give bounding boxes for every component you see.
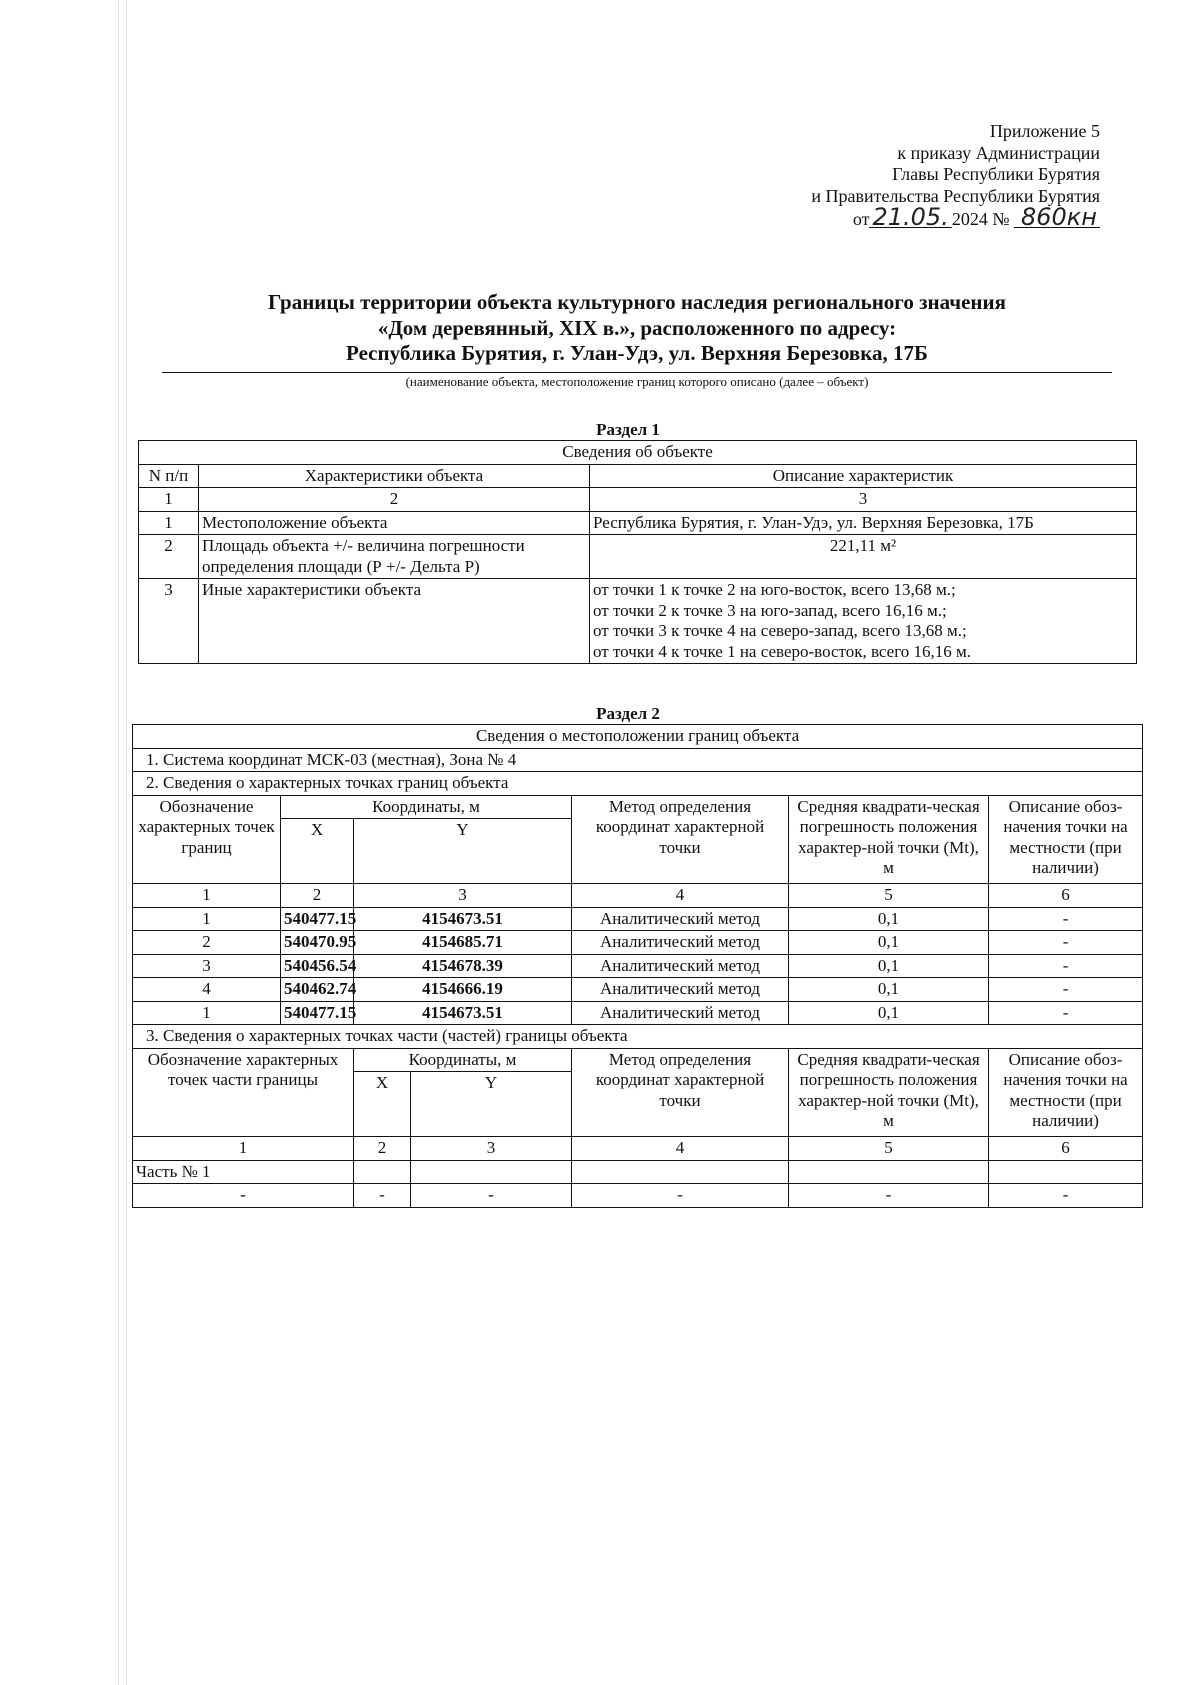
column-header: Средняя квадрати-ческая погрешность положения характер-ной точки (Mt), м	[789, 795, 989, 884]
column-header: Координаты, м	[354, 1048, 572, 1072]
point-mt: 0,1	[789, 978, 989, 1002]
point-mt: 0,1	[789, 954, 989, 978]
appendix-date-line	[640, 203, 1100, 231]
column-number: 3	[411, 1137, 572, 1161]
coord-system	[133, 748, 1143, 772]
parts-header-row	[133, 1025, 1143, 1049]
column-header: Описание обоз-начения точки на местности (при наличии)	[989, 795, 1143, 884]
table-columns-row	[133, 1048, 1143, 1072]
characteristic-desc	[590, 579, 1137, 664]
column-header: Координаты, м	[281, 795, 572, 819]
column-number: 3	[354, 884, 572, 908]
point-y: 4154685.71	[354, 931, 572, 955]
empty-cell	[789, 1160, 989, 1184]
column-number: 5	[789, 884, 989, 908]
points-header-row	[133, 772, 1143, 796]
point-x: 540470.95	[281, 931, 354, 955]
points-header	[133, 772, 1143, 796]
row-number: 1	[139, 511, 199, 535]
table-row	[133, 978, 1143, 1002]
part-cell: -	[411, 1184, 572, 1208]
table-row	[139, 511, 1137, 535]
object-info-table	[138, 440, 1137, 664]
column-header-x: X	[281, 819, 354, 884]
point-mt: 0,1	[789, 907, 989, 931]
column-number: 6	[989, 1137, 1143, 1161]
empty-cell	[572, 1160, 789, 1184]
appendix-line: и Правительства Республики Бурятия	[811, 185, 1100, 206]
column-number: 5	[789, 1137, 989, 1161]
parts-header	[133, 1025, 1143, 1049]
part-label-row	[133, 1160, 1143, 1184]
point-desc: -	[989, 978, 1143, 1002]
appendix-line: Главы Республики Бурятия	[892, 164, 1100, 184]
year-number-label: 2024 №	[951, 209, 1010, 229]
point-id: 1	[133, 1001, 281, 1025]
column-header: Метод определения координат характерной точки	[572, 795, 789, 884]
part-cell: -	[572, 1184, 789, 1208]
column-number: 6	[989, 884, 1143, 908]
point-method: Аналитический метод	[572, 907, 789, 931]
point-mt: 0,1	[789, 1001, 989, 1025]
appendix-line: к приказу Администрации	[897, 142, 1100, 163]
table-row	[139, 579, 1137, 664]
point-y: 4154678.39	[354, 954, 572, 978]
column-number: 2	[281, 884, 354, 908]
table-columns-row	[139, 464, 1137, 488]
column-header: N п/п	[139, 464, 199, 488]
coord-system-row	[133, 748, 1143, 772]
points-header-text: 2. Сведения о характерных точках границ объекта	[146, 773, 509, 792]
point-x: 540456.54	[281, 954, 354, 978]
empty-cell	[354, 1160, 411, 1184]
column-number: 1	[133, 1137, 354, 1161]
row-number: 3	[139, 579, 199, 664]
table-header: Сведения о местоположении границ объекта	[133, 725, 1143, 749]
segment-line: от точки 1 к точке 2 на юго-восток, всего 13,68 м.;	[593, 580, 956, 599]
point-y: 4154673.51	[354, 1001, 572, 1025]
column-number: 4	[572, 884, 789, 908]
point-desc: -	[989, 954, 1143, 978]
parts-header-text: 3. Сведения о характерных точках части (частей) границы объекта	[146, 1026, 628, 1045]
scan-edge	[126, 0, 127, 1685]
part-cell: -	[989, 1184, 1143, 1208]
section-1-title: Раздел 1	[596, 420, 660, 439]
title-note: (наименование объекта, местоположение границ которого описано (далее – объект)	[405, 374, 869, 389]
point-x: 540477.15	[281, 907, 354, 931]
point-desc: -	[989, 907, 1143, 931]
point-desc: -	[989, 1001, 1143, 1025]
column-number: 1	[133, 884, 281, 908]
characteristic-name: Иные характеристики объекта	[199, 579, 590, 664]
point-id: 1	[133, 907, 281, 931]
column-header: Описание характеристик	[590, 464, 1137, 488]
row-number: 2	[139, 535, 199, 579]
title-underline	[162, 372, 1112, 373]
point-x: 540477.15	[281, 1001, 354, 1025]
table-row	[133, 1184, 1143, 1208]
column-number: 4	[572, 1137, 789, 1161]
column-header: Средняя квадрати-ческая погрешность положения характер-ной точки (Mt), м	[789, 1048, 989, 1137]
segment-line: от точки 3 к точке 4 на северо-запад, всего 13,68 м.;	[593, 621, 967, 640]
point-method: Аналитический метод	[572, 931, 789, 955]
point-id: 4	[133, 978, 281, 1002]
handwritten-number: 860кн	[1014, 207, 1100, 228]
table-header-row	[133, 725, 1143, 749]
appendix-block	[640, 121, 1100, 231]
table-header-row	[139, 441, 1137, 465]
part-cell: -	[354, 1184, 411, 1208]
point-y: 4154673.51	[354, 907, 572, 931]
point-y: 4154666.19	[354, 978, 572, 1002]
appendix-line: Приложение 5	[989, 121, 1100, 141]
characteristic-desc: 221,11 м²	[590, 535, 1137, 579]
column-header: Метод определения координат характерной точки	[572, 1048, 789, 1137]
column-number: 1	[139, 488, 199, 512]
column-number: 3	[590, 488, 1137, 512]
boundary-table	[132, 724, 1143, 1208]
handwritten-date: 21.05.	[869, 207, 951, 228]
column-numbers-row	[133, 1137, 1143, 1161]
empty-cell	[411, 1160, 572, 1184]
table-header: Сведения об объекте	[139, 441, 1137, 465]
column-number: 2	[354, 1137, 411, 1161]
part-cell: -	[133, 1184, 354, 1208]
segment-line: от точки 2 к точке 3 на юго-запад, всего 16,16 м.;	[593, 600, 947, 620]
table-row	[133, 931, 1143, 955]
column-header-y: Y	[354, 819, 572, 884]
point-method: Аналитический метод	[572, 954, 789, 978]
column-number: 2	[199, 488, 590, 512]
column-numbers-row	[139, 488, 1137, 512]
characteristic-name: Местоположение объекта	[199, 511, 590, 535]
column-header: Характеристики объекта	[199, 464, 590, 488]
table-row	[133, 907, 1143, 931]
column-header: Обозначение характерных точек части границы	[133, 1048, 354, 1137]
table-row	[133, 1001, 1143, 1025]
title-line: Границы территории объекта культурного наследия регионального значения	[267, 290, 1006, 314]
point-desc: -	[989, 931, 1143, 955]
column-header-y: Y	[411, 1072, 572, 1137]
coord-system-text: 1. Система координат МСК-03 (местная), Зона № 4	[146, 749, 517, 769]
point-id: 2	[133, 931, 281, 955]
table-columns-row	[133, 795, 1143, 819]
table-row	[133, 954, 1143, 978]
point-method: Аналитический метод	[572, 978, 789, 1002]
table-row	[139, 535, 1137, 579]
document-title	[162, 290, 1112, 367]
point-mt: 0,1	[789, 931, 989, 955]
characteristic-name: Площадь объекта +/- величина погрешности определения площади (Р +/- Дельта Р)	[199, 535, 590, 579]
point-x: 540462.74	[281, 978, 354, 1002]
column-header-x: X	[354, 1072, 411, 1137]
empty-cell	[989, 1160, 1143, 1184]
section-2-title: Раздел 2	[596, 704, 660, 723]
characteristic-desc: Республика Бурятия, г. Улан-Удэ, ул. Верхняя Березовка, 17Б	[590, 511, 1137, 535]
column-numbers-row	[133, 884, 1143, 908]
point-method: Аналитический метод	[572, 1001, 789, 1025]
part-cell: -	[789, 1184, 989, 1208]
title-line: «Дом деревянный, XIX в.», расположенного по адресу:	[377, 315, 897, 340]
column-header: Обозначение характерных точек границ	[133, 795, 281, 884]
date-prefix: от	[852, 209, 870, 229]
scan-edge	[118, 0, 119, 1685]
point-id: 3	[133, 954, 281, 978]
segment-line: от точки 4 к точке 1 на северо-восток, всего 16,16 м.	[593, 641, 972, 661]
title-line: Республика Бурятия, г. Улан-Удэ, ул. Верхняя Березовка, 17Б	[346, 341, 928, 365]
column-header: Описание обоз-начения точки на местности (при наличии)	[989, 1048, 1143, 1137]
part-label: Часть № 1	[133, 1160, 354, 1184]
